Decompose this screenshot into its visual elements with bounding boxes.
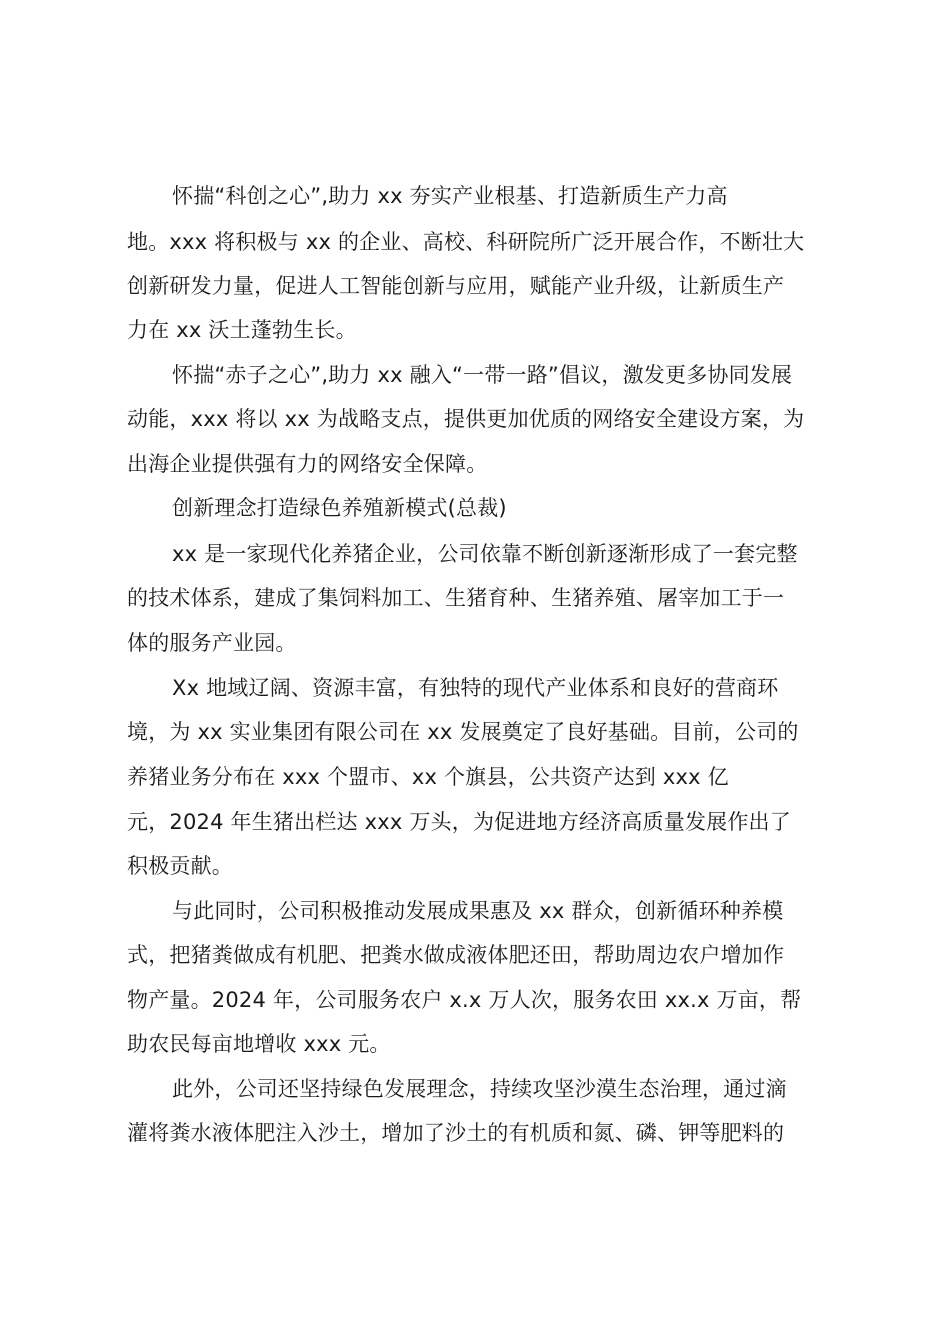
text-line: 怀揣“科创之心”,助力 xx 夯实产业根基、打造新质生产力高	[172, 184, 728, 208]
text-line: 地。xxx 将积极与 xx 的企业、高校、科研院所广泛开展合作，不断壮大	[127, 230, 805, 254]
text-line: 元，2024 年生猪出栏达 xxx 万头，为促进地方经济高质量发展作出了	[127, 810, 791, 834]
text-line: 创新研发力量，促进人工智能创新与应用，赋能产业升级，让新质生产	[127, 274, 785, 298]
text-line: 力在 xx 沃土蓬勃生长。	[127, 318, 357, 342]
text-line: 体的服务产业园。	[127, 631, 297, 655]
text-line: 出海企业提供强有力的网络安全保障。	[127, 452, 488, 476]
text-line: 积极贡献。	[127, 854, 233, 878]
text-line: xx 是一家现代化养猪企业，公司依靠不断创新逐渐形成了一套完整	[172, 542, 798, 566]
text-line: Xx 地域辽阔、资源丰富，有独特的现代产业体系和良好的营商环	[172, 676, 779, 700]
text-line: 动能，xxx 将以 xx 为战略支点，提供更加优质的网络安全建设方案，为	[127, 407, 805, 431]
text-line: 式，把猪粪做成有机肥、把粪水做成液体肥还田，帮助周边农户增加作	[127, 943, 785, 967]
text-line: 助农民每亩地增收 xxx 元。	[127, 1032, 391, 1056]
text-line: 物产量。2024 年，公司服务农户 x.x 万人次，服务农田 xx.x 万亩，帮	[127, 988, 802, 1012]
text-line: 怀揣“赤子之心”,助力 xx 融入“一带一路”倡议，激发更多协同发展	[172, 363, 793, 387]
text-line: 与此同时，公司积极推动发展成果惠及 xx 群众，创新循环种养模	[172, 899, 784, 923]
section-heading: 创新理念打造绿色养殖新模式(总裁)	[172, 496, 507, 520]
text-line: 此外，公司还坚持绿色发展理念，持续攻坚沙漠生态治理，通过滴	[172, 1077, 787, 1101]
text-line: 养猪业务分布在 xxx 个盟市、xx 个旗县，公共资产达到 xxx 亿	[127, 765, 729, 789]
text-line: 境，为 xx 实业集团有限公司在 xx 发展奠定了良好基础。目前，公司的	[127, 720, 799, 744]
text-line: 的技术体系，建成了集饲料加工、生猪育种、生猪养殖、屠宰加工于一	[127, 586, 785, 610]
text-line: 灌将粪水液体肥注入沙土，增加了沙土的有机质和氮、磷、钾等肥料的	[127, 1121, 785, 1145]
